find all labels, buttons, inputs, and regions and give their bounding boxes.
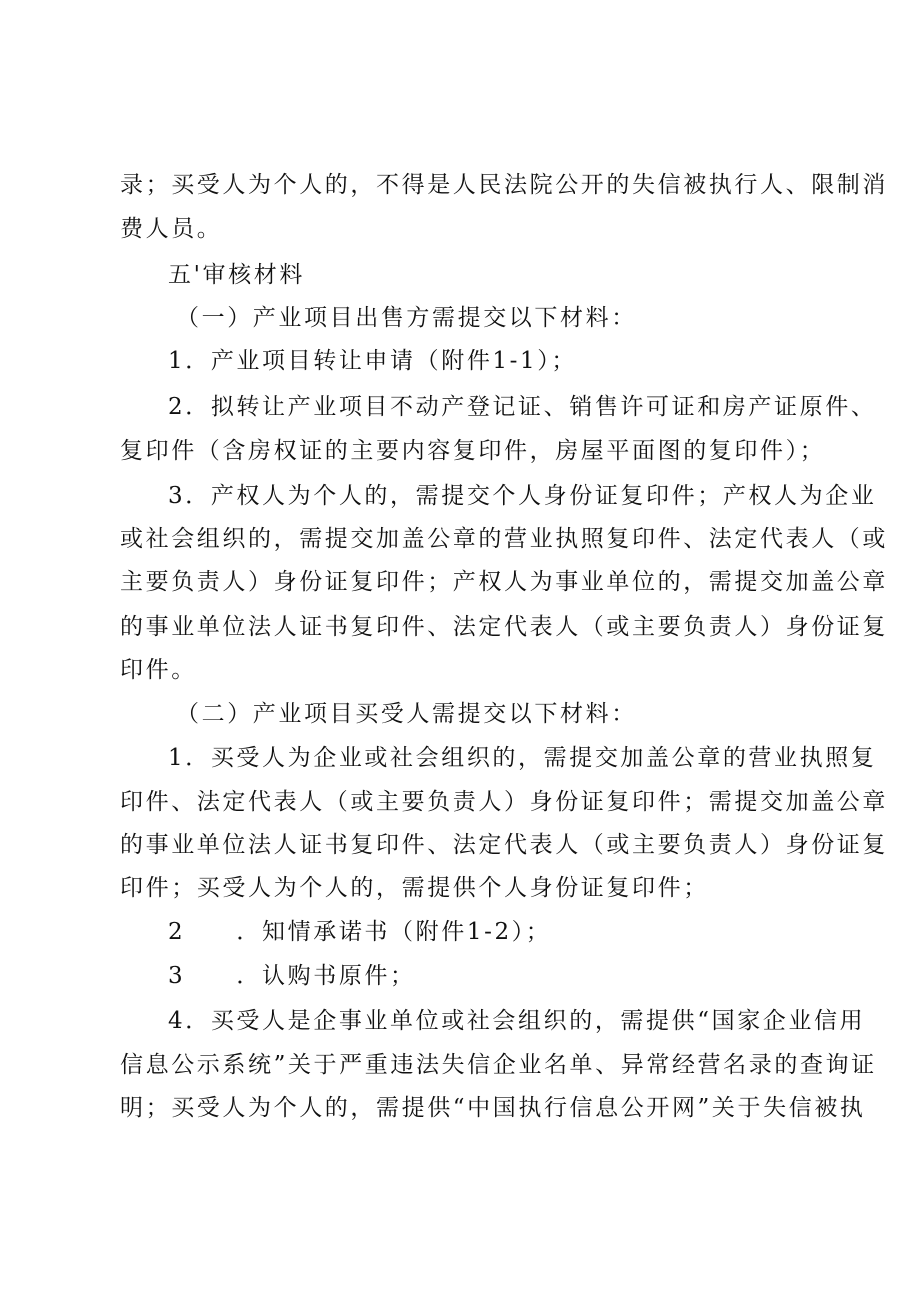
- list-item: 3 ．认购书原件；: [168, 963, 416, 989]
- text-line: 印件。: [120, 657, 197, 683]
- text-line: 的事业单位法人证书复印件、法定代表人（或主要负责人）身份证复: [120, 614, 888, 640]
- list-item: 3．产权人为个人的，需提交个人身份证复印件；产权人为企业: [168, 483, 877, 509]
- list-item: 1．买受人为企业或社会组织的，需提交加盖公章的营业执照复: [168, 745, 877, 771]
- text-line: 印件；买受人为个人的，需提供个人身份证复印件；: [120, 875, 709, 901]
- text-line: 录；买受人为个人的，不得是人民法院公开的失信被执行人、限制消: [120, 172, 888, 198]
- text-line: 印件、法定代表人（或主要负责人）身份证复印件；需提交加盖公章: [120, 789, 888, 815]
- text-line: 明；买受人为个人的，需提供“中国执行信息公开网”关于失信被执: [120, 1095, 866, 1121]
- text-line: 或社会组织的，需提交加盖公章的营业执照复印件、法定代表人（或: [120, 526, 888, 552]
- subsection-heading: （二）产业项目买受人需提交以下材料：: [176, 701, 637, 727]
- text-line: 主要负责人）身份证复印件；产权人为事业单位的，需提交加盖公章: [120, 569, 888, 595]
- list-item: 4．买受人是企事业单位或社会组织的，需提供“国家企业信用: [168, 1008, 866, 1034]
- text-line: 复印件（含房权证的主要内容复印件，房屋平面图的复印件）；: [120, 438, 826, 464]
- list-item: 2 ．知情承诺书（附件1-2）；: [168, 919, 552, 945]
- subsection-heading: （一）产业项目出售方需提交以下材料：: [176, 305, 637, 331]
- section-heading: 五'审核材料: [168, 262, 305, 288]
- list-item: 1．产业项目转让申请（附件1-1）；: [168, 348, 577, 374]
- text-line: 信息公示系统”关于严重违法失信企业名单、异常经营名录的查询证: [120, 1052, 877, 1078]
- list-item: 2．拟转让产业项目不动产登记证、销售许可证和房产证原件、: [168, 394, 877, 420]
- text-line: 费人员。: [120, 216, 223, 242]
- text-line: 的事业单位法人证书复印件、法定代表人（或主要负责人）身份证复: [120, 832, 888, 858]
